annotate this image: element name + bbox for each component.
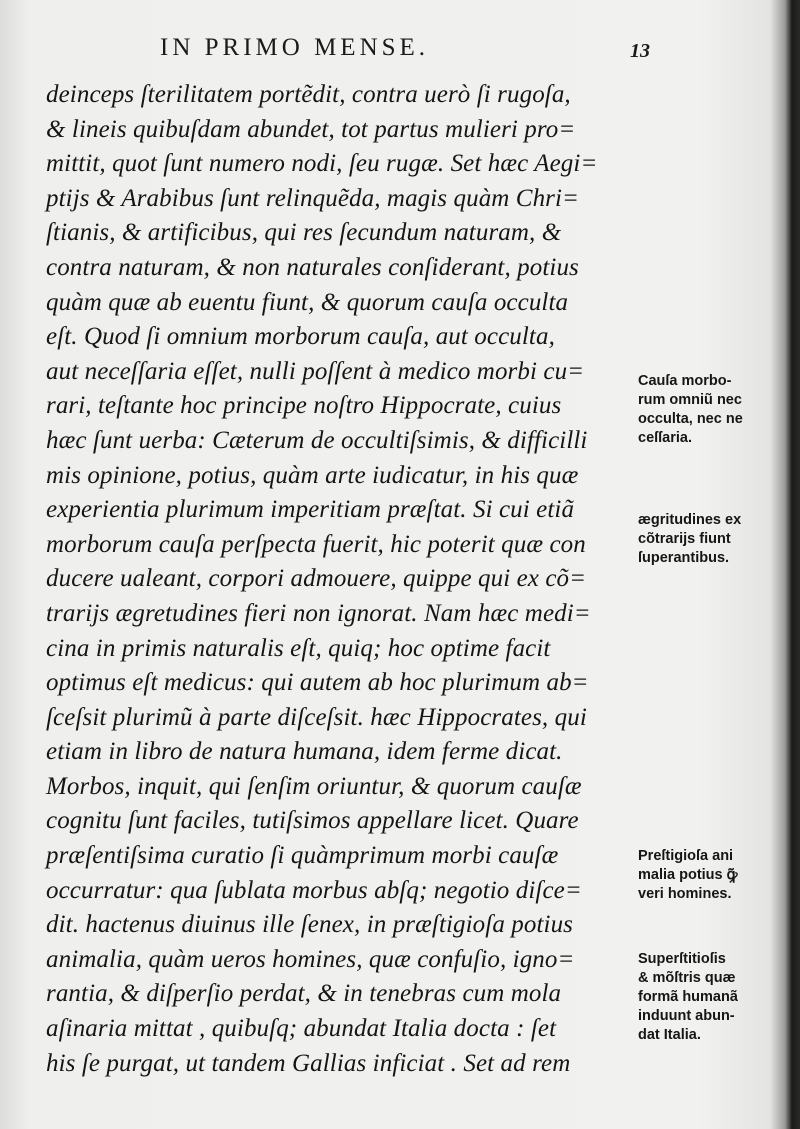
text-line: ſceſsit plurimũ à parte diſceſsit. hæc Hippocrates, qui — [46, 703, 587, 731]
text-line: dit. hactenus diuinus ille ſenex, in præſtigioſa potius — [46, 911, 573, 939]
margin-note-line: & mõſtris quæ — [638, 970, 736, 986]
text-line: deinceps ſterilitatem portẽdit, contra uerò ſi rugoſa, — [46, 81, 571, 108]
margin-note-line: dat Italia. — [638, 1027, 701, 1043]
text-line: præſentiſsima curatio ſi quàmprimum morbi cauſæ — [46, 842, 559, 870]
margin-note-line: ſuperantibus. — [638, 550, 730, 566]
text-line: ducere ualeant, corpori admouere, quippe qui ex cõ= — [46, 565, 587, 593]
margin-note-line: Superſtitioſis — [638, 951, 726, 967]
margin-note-line: formã humanã — [638, 989, 738, 1005]
text-line: ſtianis, & artificibus, qui res ſecundum naturam, & — [46, 219, 562, 247]
margin-note-line: induunt abun- — [638, 1008, 735, 1024]
text-line: aſinaria mittat , quibuſq; abundat Italia docta : ſet — [46, 1015, 557, 1043]
margin-note-praestigiosa — [638, 847, 783, 904]
text-line: rari, teſtante hoc principe noſtro Hippocrate, cuius — [46, 392, 562, 420]
text-line: ptijs & Arabibus ſunt relinquẽda, magis quàm Chri= — [46, 184, 580, 212]
text-line: mis opinione, potius, quàm arte iudicatur, in his quæ — [46, 461, 579, 489]
text-line: hæc ſunt uerba: Cæterum de occultiſsimis, & difficilli — [46, 426, 588, 454]
margin-note-line: veri homines. — [638, 886, 732, 902]
text-line: mittit, quot ſunt numero nodi, ſeu rugæ. Set hæc Aegi= — [46, 150, 598, 178]
text-line: cognitu ſunt faciles, tutiſsimos appellare licet. Quare — [46, 807, 579, 835]
margin-note-line: malia potius ꝙ̃ — [638, 867, 738, 883]
text-line: aut neceſſaria eſſet, nulli poſſent à medico morbi cu= — [46, 357, 585, 385]
margin-note-superstitiosis — [638, 950, 783, 1045]
margin-note-line: cõtrarijs fiunt — [638, 531, 731, 547]
text-line: trarijs ægretudines fieri non ignorat. Nam hæc medi= — [46, 599, 591, 627]
text-line: etiam in libro de natura humana, idem ferme dicat. — [46, 738, 563, 766]
margin-note-line: Preſtigioſa ani — [638, 848, 734, 864]
margin-note-line: Cauſa morbo- — [638, 373, 732, 389]
text-line: & lineis quibuſdam abundet, tot partus mulieri pro= — [46, 115, 576, 143]
text-line: contra naturam, & non naturales conſiderant, potius — [46, 253, 579, 281]
margin-note-causa — [638, 372, 783, 448]
text-line: experientia plurimum imperitiam præſtat. Si cui etiã — [46, 496, 575, 524]
text-line: occurratur: qua ſublata morbus abſq; negotio diſce= — [46, 876, 582, 904]
main-text-block — [46, 78, 636, 1081]
text-line: eſt. Quod ſi omnium morborum cauſa, aut occulta, — [46, 323, 555, 351]
margin-note-aegritudines — [638, 511, 783, 568]
margin-note-line: rum omniũ nec — [638, 392, 742, 408]
text-line: cina in primis naturalis eſt, quiq; hoc optime facit — [46, 634, 551, 662]
margin-note-line: ægritudines ex — [638, 512, 742, 528]
text-line: quàm quæ ab euentu fiunt, & quorum cauſa occulta — [46, 288, 569, 316]
running-head: IN PRIMO MENSE. — [160, 34, 430, 61]
text-line: animalia, quàm ueros homines, quæ confuſio, igno= — [46, 945, 575, 973]
margin-note-line: ceſſaria. — [638, 430, 693, 446]
text-line: Morbos, inquit, qui ſenſim oriuntur, & quorum cauſæ — [46, 772, 582, 800]
text-line: rantia, & diſperſio perdat, & in tenebras cum mola — [46, 980, 562, 1008]
text-line: morborum cauſa perſpecta fuerit, hic poterit quæ con — [46, 530, 586, 558]
page-number: 13 — [630, 40, 650, 62]
margin-note-line: occulta, nec ne — [638, 411, 743, 427]
margin-notes — [638, 0, 783, 1129]
text-line: his ſe purgat, ut tandem Gallias inficiat . Set ad rem — [46, 1049, 571, 1077]
text-line: optimus eſt medicus: qui autem ab hoc plurimum ab= — [46, 669, 589, 697]
